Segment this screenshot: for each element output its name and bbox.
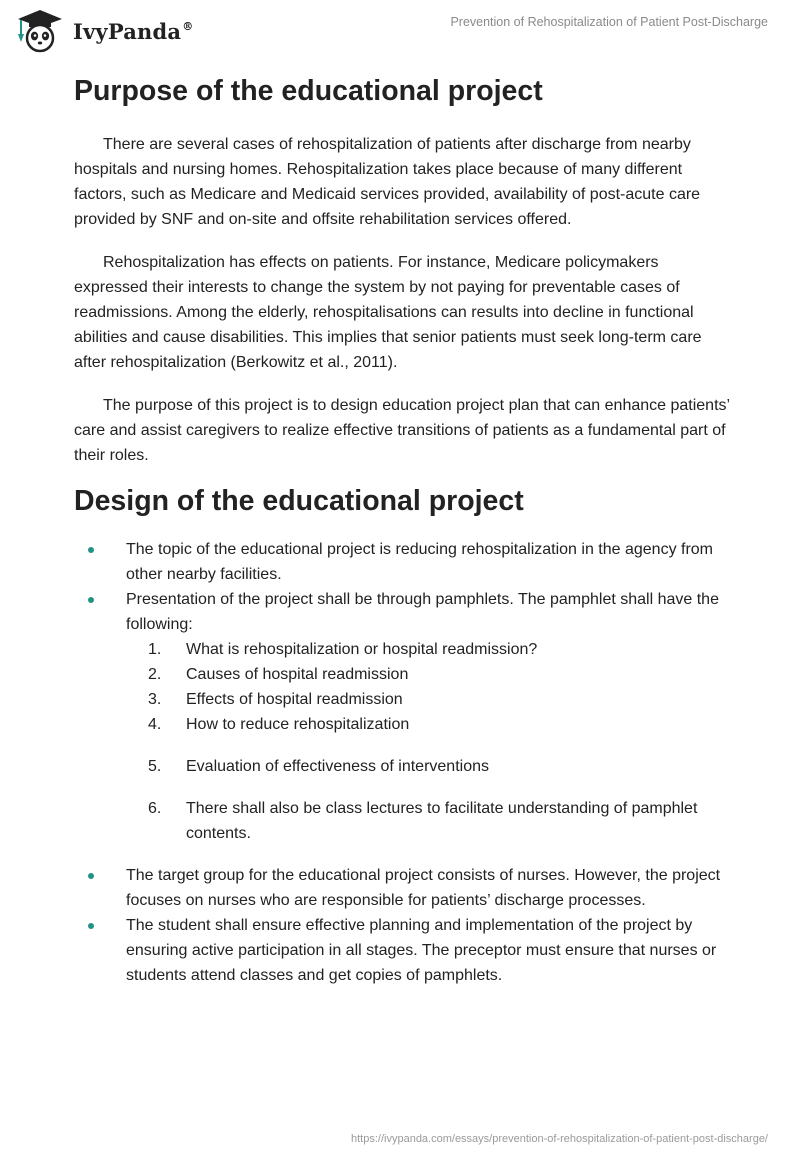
paragraph: There are several cases of rehospitalization of patients after discharge from nearby hospitals and nursing homes. Rehospitalization takes place because of many different factors, such as Medicare and Medicaid services provided, availability of post-acute care provided by SNF and on-site and offsite rehabilitation services offered. <box>74 136 701 228</box>
bullet-icon <box>88 547 94 553</box>
page-header <box>0 0 800 60</box>
list-item: The topic of the educational project is reducing rehospitalization in the agency from other nearby facilities. <box>74 537 734 587</box>
brand-name: IvyPanda® <box>73 18 194 44</box>
bullet-icon <box>88 923 94 929</box>
bullet-icon <box>88 597 94 603</box>
paragraph: Rehospitalization has effects on patients. For instance, Medicare policymakers expressed their interests to change the system by not paying for preventable cases of readmissions. Among the elderly, rehospitalisations can results into decline in functional abilities and cause disabilities. This implies that senior patients must seek long-term care after rehospitalization (Berkowitz et al., 2011). <box>74 254 702 371</box>
pamphlet-contents-list <box>126 637 734 846</box>
numbered-item: 6. There shall also be class lectures to facilitate understanding of pamphlet contents. <box>148 800 698 842</box>
section-heading-purpose: Purpose of the educational project <box>74 75 543 107</box>
design-bullet-list <box>74 537 734 988</box>
numbered-item: 3. Effects of hospital readmission <box>148 691 403 708</box>
numbered-item: 1. What is rehospitalization or hospital readmission? <box>148 641 538 658</box>
numbered-item: 2. Causes of hospital readmission <box>148 666 409 683</box>
list-item: The target group for the educational project consists of nurses. However, the project focuses on nurses who are responsible for patients’ discharge processes. <box>74 863 734 913</box>
section-heading-design: Design of the educational project <box>74 485 524 517</box>
numbered-item: 5. Evaluation of effectiveness of interventions <box>148 758 489 775</box>
list-item: The student shall ensure effective planning and implementation of the project by ensuring active participation in all stages. The preceptor must ensure that nurses or students attend classes and get copies of pamphlets. <box>74 913 734 988</box>
bullet-icon <box>88 873 94 879</box>
list-item: Presentation of the project shall be through pamphlets. The pamphlet shall have the following: 1. What is rehospitalization or hospital readmission? 2. Causes of hospital readmission 3. Effects of hospital readmission 4. How to reduce rehospitalization 5. Evaluation of effectiveness of interventions 6. There shall also be class lectures to facilitate understanding of pamphlet contents. <box>74 587 734 846</box>
document-title: Prevention of Rehospitalization of Patient Post-Discharge <box>450 15 768 29</box>
brand-logo[interactable] <box>15 8 193 54</box>
essay-body <box>74 72 734 988</box>
panda-graduate-icon <box>15 8 65 54</box>
source-url-link[interactable]: https://ivypanda.com/essays/prevention-of-rehospitalization-of-patient-post-discharge/ <box>351 1133 768 1145</box>
numbered-item: 4. How to reduce rehospitalization <box>148 716 410 733</box>
paragraph: The purpose of this project is to design education project plan that can enhance patients’ care and assist caregivers to realize effective transitions of patients as a fundamental part of their roles. <box>74 397 730 464</box>
